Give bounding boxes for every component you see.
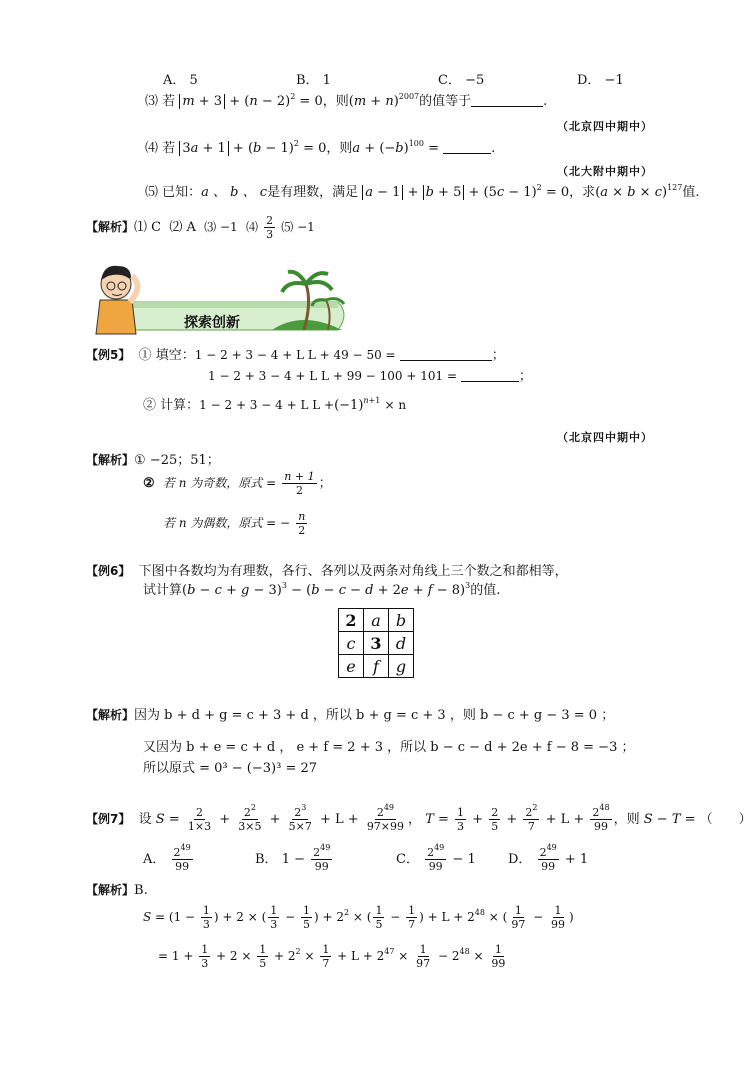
choice-a: A． 5 (163, 73, 198, 88)
banner-title: 探索创新 (184, 315, 240, 331)
grid-cell: d (389, 632, 414, 655)
grid-cell: g (389, 655, 414, 678)
grid-cell: a (364, 609, 389, 632)
question-4: ⑷ 若 $3a + 1 + (b - 1)^2 = 0$，则$a + (-b)^{100}$ = . (145, 139, 496, 156)
answer-5-even: 若 n 为偶数，原式 = − $\frac{n}{2}$ (163, 510, 306, 537)
example-7-choice-c: C． $\frac{2^{49}}{99}$ − 1 (396, 843, 476, 873)
grid-cell: b (389, 609, 414, 632)
example-6-line2: 试计算$(b - c + g - 3)^3 - (b - c - d + 2e + f - 8)^3$的值. (143, 581, 501, 598)
example-7-choice-b: B． 1 − $\frac{2^{49}}{99}$ (255, 843, 331, 873)
source-note: （北京四中期中） (557, 431, 653, 444)
example-6-line1: 【例6】 下图中各数均为有理数，各行、各列以及两条对角线上三个数之和都相等， (86, 564, 568, 579)
grid-cell: 2 (339, 609, 364, 632)
grid-cell: c (339, 632, 364, 655)
answer-1: 【解析】⑴ C ⑵ A ⑶ −1 ⑷ $\frac{2}{3}$ ⑸ −1 (86, 214, 315, 241)
example-7-question: 【例7】 设 S = $\frac{2}{1\times 3}$ + $\frac{2^2}{3\times 5}$ + $\frac{2^3}{5\times 7}$ + L + $\frac{2^{49}}{97\times 99}$ ， T = $\frac{1}{3}$ + $\frac{2}{5}$ + $\frac{2^2}{7}$ + L + $\frac{2^{48}}{99}$ ，则 S − T = （ ） (86, 803, 752, 833)
example-5-line1: 【例5】 ① 填空：1 − 2 + 3 − 4 + L L + 49 − 50 = ； (86, 348, 505, 363)
answer-7-line2: = 1 + $\frac{1}{3}$ + 2 × $\frac{1}{5}$ + $2^2$ × $\frac{1}{7}$ + $L + 2^{47}$ × $\frac{1}{97}$ − $2^{48}$ × $\frac{1}{99}$ (158, 943, 506, 970)
choice-d: D． −1 (577, 73, 624, 88)
example-7-choice-d: D． $\frac{2^{49}}{99}$ + 1 (508, 843, 589, 873)
example-5-line2: 1 − 2 + 3 − 4 + L L + 99 − 100 + 101 = ； (208, 369, 532, 384)
answer-6-line3: 所以原式 = 0³ − (−3)³ = 27 (143, 761, 318, 776)
grid-cell: 3 (364, 632, 389, 655)
choice-c: C． −5 (438, 73, 485, 88)
source-note: （北京四中期中） (557, 120, 653, 133)
choice-b: B． 1 (296, 73, 331, 88)
grid-cell: f (364, 655, 389, 678)
example-5-line3: ② 计算：1 − 2 + 3 − 4 + L $L +(-1)^{n+1} \times n$ (143, 396, 407, 413)
answer-6-line2: 又因为 b + e = c + d ， e + f = 2 + 3 ，所以 b − c − d + 2e + f − 8 = −3 ； (143, 740, 635, 755)
answer-5-line1: 【解析】① −25；51； (86, 453, 220, 468)
grid-cell: e (339, 655, 364, 678)
example-7-choice-a: A． $\frac{2^{49}}{99}$ (143, 843, 191, 873)
answer-7-line1: S = (1 − $\frac{1}{3}$ ) + 2 × ( $\frac{1}{3}$ − $\frac{1}{5}$ ) + $2^2$ × ( $\frac{1}{5}$ − $\frac{1}{7}$ ) + $L + 2^{48}$ × ( $\frac{1}{97}$ − $\frac{1}{99}$ ) (143, 904, 574, 931)
question-5: ⑸ 已知：a 、 b 、 c是有理数，满足 $a - 1 + b + 5 + (5c - 1)^2 = 0$，求$(a \times b \times c)^{127}$值. (145, 183, 700, 200)
answer-6-line1: 【解析】因为 b + d + g = c + 3 + d ，所以 b + g = c + 3 ，则 b − c + g − 3 = 0 ； (86, 708, 615, 723)
answer-7-label: 【解析】B. (86, 883, 148, 898)
answer-5-odd: ② 若 n 为奇数，原式 = $\frac{n + 1}{2}$ ； (143, 470, 332, 497)
section-banner (92, 262, 354, 338)
number-grid (338, 608, 414, 678)
question-3: ⑶ 若 $m + 3 + (n - 2)^2 = 0$，则$(m + n)^{2007}$的值等于 . (145, 92, 548, 109)
source-note: （北大附中期中） (557, 165, 653, 178)
